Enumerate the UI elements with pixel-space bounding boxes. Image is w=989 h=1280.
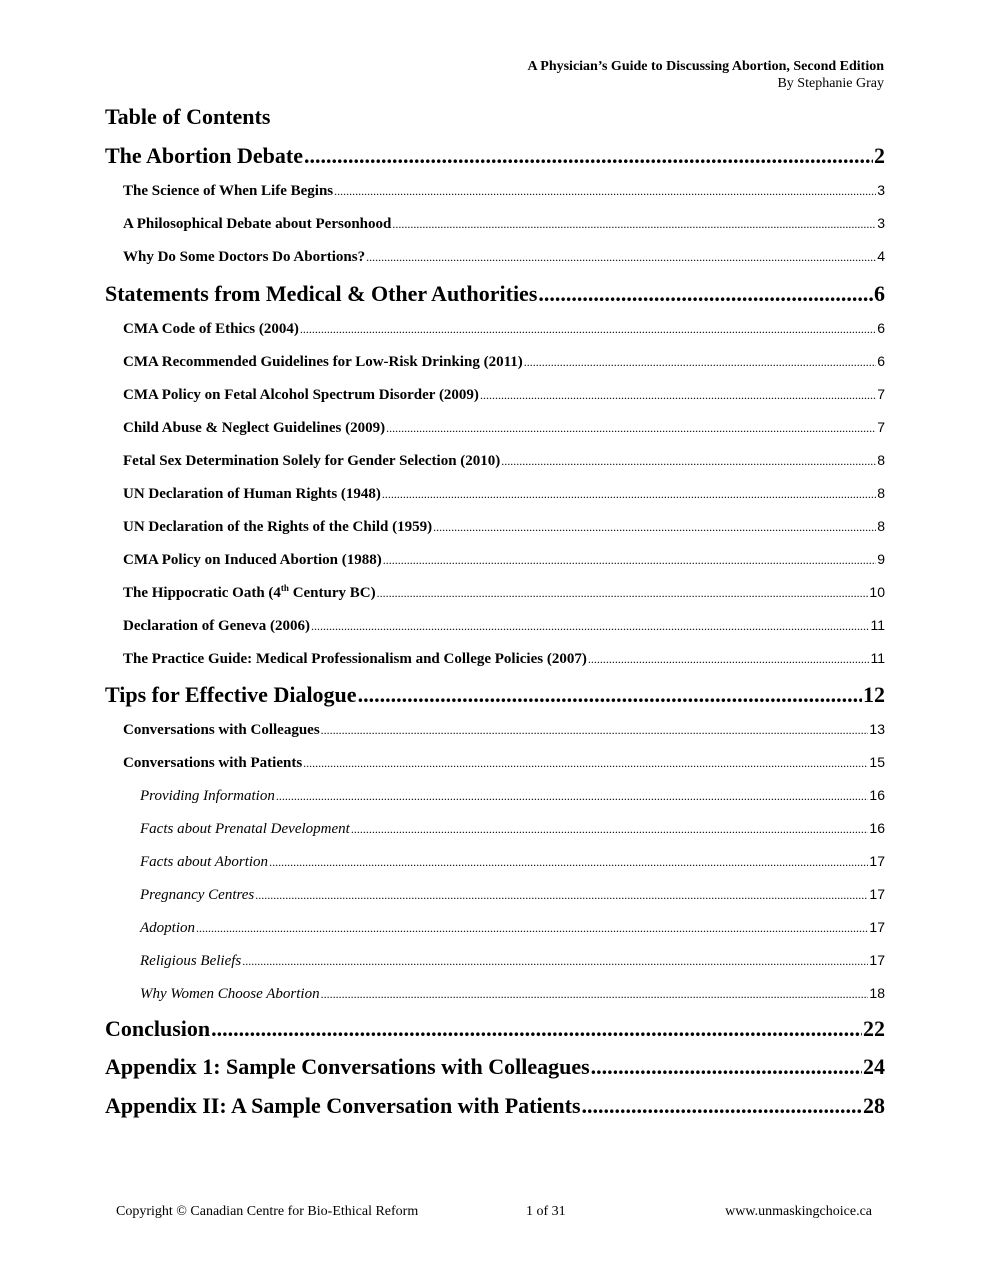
toc-entry[interactable]: Conversations with Colleagues ..... 13 xyxy=(123,721,885,739)
toc-entry[interactable]: Conversations with Patients ..... 15 xyxy=(123,754,885,772)
toc-entry[interactable]: A Philosophical Debate about Personhood ..... 3 xyxy=(123,215,885,233)
toc-entry[interactable]: UN Declaration of the Rights of the Child (1959) ..... 8 xyxy=(123,518,885,536)
toc-entry[interactable]: The Abortion Debate ..... 2 xyxy=(105,143,885,169)
toc-entry[interactable]: The Practice Guide: Medical Professionalism and College Policies (2007) ..... 11 xyxy=(123,650,885,668)
toc-entry[interactable]: CMA Policy on Fetal Alcohol Spectrum Disorder (2009) ..... 7 xyxy=(123,386,885,404)
toc-heading: Table of Contents xyxy=(105,104,271,129)
toc-entry[interactable]: Religious Beliefs ..... 17 xyxy=(140,952,885,970)
toc-entry[interactable]: Why Women Choose Abortion ..... 18 xyxy=(140,985,885,1003)
footer-website[interactable]: www.unmaskingchoice.ca xyxy=(725,1204,872,1219)
document-title: A Physician’s Guide to Discussing Abortion, Second Edition xyxy=(527,59,884,74)
toc-entry[interactable]: Why Do Some Doctors Do Abortions? ..... 4 xyxy=(123,248,885,266)
toc-entry[interactable]: The Hippocratic Oath (4th Century BC) ..... 10 xyxy=(123,584,885,602)
toc-entry[interactable]: Pregnancy Centres ..... 17 xyxy=(140,886,885,904)
toc-entry[interactable]: CMA Recommended Guidelines for Low-Risk Drinking (2011) ..... 6 xyxy=(123,353,885,371)
toc-entry[interactable]: Facts about Prenatal Development ..... 16 xyxy=(140,820,885,838)
document-author: By Stephanie Gray xyxy=(777,76,884,91)
toc-entry[interactable]: CMA Code of Ethics (2004) ..... 6 xyxy=(123,320,885,338)
toc-entry[interactable]: Child Abuse & Neglect Guidelines (2009) ..... 7 xyxy=(123,419,885,437)
footer-copyright: Copyright © Canadian Centre for Bio-Ethical Reform xyxy=(116,1204,419,1219)
footer-page-count: 1 of 31 xyxy=(526,1204,566,1219)
toc-entry[interactable]: Facts about Abortion ..... 17 xyxy=(140,853,885,871)
toc-entry[interactable]: Fetal Sex Determination Solely for Gender Selection (2010) ..... 8 xyxy=(123,452,885,470)
toc-entry[interactable]: CMA Policy on Induced Abortion (1988) ..... 9 xyxy=(123,551,885,569)
toc-entry[interactable]: Providing Information ..... 16 xyxy=(140,787,885,805)
toc-entry[interactable]: Tips for Effective Dialogue ..... 12 xyxy=(105,682,885,708)
toc-entry[interactable]: Appendix 1: Sample Conversations with Colleagues ..... 24 xyxy=(105,1054,885,1080)
toc-entry[interactable]: Statements from Medical & Other Authorities ..... 6 xyxy=(105,281,885,307)
toc-entry[interactable]: Conclusion ..... 22 xyxy=(105,1016,885,1042)
toc-entry[interactable]: Adoption ..... 17 xyxy=(140,919,885,937)
toc-entry[interactable]: Appendix II: A Sample Conversation with Patients ..... 28 xyxy=(105,1093,885,1119)
toc-entry[interactable]: Declaration of Geneva (2006) ..... 11 xyxy=(123,617,885,635)
toc-entry[interactable]: UN Declaration of Human Rights (1948) ..... 8 xyxy=(123,485,885,503)
toc-entry[interactable]: The Science of When Life Begins ..... 3 xyxy=(123,182,885,200)
